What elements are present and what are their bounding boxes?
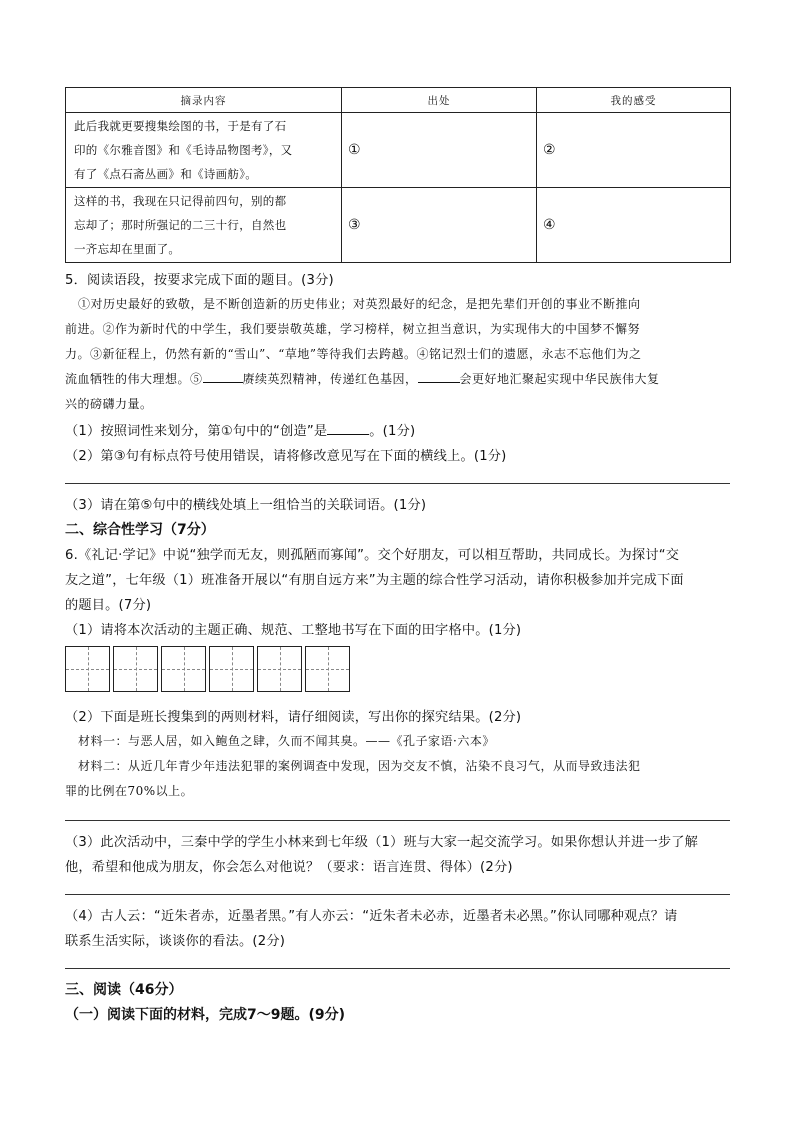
q6-line: 友之道”，七年级（1）班准备开展以“有朋自远方来”为主题的综合性学习活动，请你积极参加并完成下面 [65, 573, 684, 588]
q6-sub2: （2）下面是班长搜集到的两则材料，请仔细阅读，写出你的探究结果。(2分) [65, 710, 522, 725]
q5-sub1-blank[interactable] [327, 423, 369, 435]
q5-passage-line: 兴的磅礴力量。 [65, 397, 153, 411]
excerpt-line: 有了《点石斋丛画》和《诗画舫》。 [74, 167, 258, 181]
q5-passage-text: 流血牺牲的伟大理想。⑤ [65, 372, 203, 386]
table-header-row [66, 88, 731, 113]
q5-sub1-text: （1）按照词性来划分，第①句中的“创造”是 [65, 424, 328, 439]
answer-line[interactable] [65, 894, 730, 895]
q6-line: 的题目。(7分) [65, 598, 152, 613]
material-1: 材料一：与恶人居，如入鲍鱼之肆，久而不闻其臭。——《孔子家语·六本》 [78, 734, 495, 748]
tianzige-cell[interactable] [257, 646, 302, 692]
q5-sub2: （2）第③句有标点符号使用错误，请将修改意见写在下面的横线上。(1分) [65, 449, 507, 464]
answer-line[interactable] [65, 820, 730, 821]
source-answer-blank[interactable]: ① [342, 113, 537, 188]
excerpt-line: 一齐忘却在里面了。 [74, 242, 181, 256]
tianzige-grid [65, 646, 350, 692]
section3-title: 三、阅读（46分） [65, 982, 183, 998]
q6-sub1: （1）请将本次活动的主题正确、规范、工整地书写在下面的田字格中。(1分) [65, 623, 522, 638]
q5-passage-text: 会更好地汇聚起实现中华民族伟大复 [459, 372, 660, 386]
table-row [66, 188, 731, 263]
excerpt-line: 忘却了；那时所强记的二三十行，自然也 [74, 218, 287, 232]
tianzige-cell[interactable] [161, 646, 206, 692]
q5-sub1 [65, 420, 415, 439]
excerpt-table [65, 87, 731, 263]
header-excerpt: 摘录内容 [66, 88, 342, 113]
answer-line[interactable] [65, 968, 730, 969]
excerpt-line: 这样的书，我现在只记得前四句，别的都 [74, 194, 287, 208]
excerpt-line: 印的《尔雅音图》和《毛诗品物图考》，又 [74, 143, 293, 157]
q5-blank-1[interactable] [203, 371, 243, 383]
tianzige-cell[interactable] [209, 646, 254, 692]
q5-passage-line: ①对历史最好的致敬，是不断创造新的历史伟业；对英烈最好的纪念，是把先辈们开创的事业不断推向 [78, 297, 641, 311]
section3-subtitle: （一）阅读下面的材料，完成7～9题。(9分) [65, 1007, 346, 1023]
excerpt-cell [66, 188, 342, 263]
tianzige-cell[interactable] [65, 646, 110, 692]
answer-line[interactable] [65, 483, 730, 484]
q5-passage-line [65, 370, 660, 387]
q5-sub1-end: 。(1分) [369, 424, 416, 439]
q6-sub4-line: 联系生活实际，谈谈你的看法。(2分) [65, 934, 286, 949]
header-source: 出处 [342, 88, 537, 113]
excerpt-line: 此后我就更要搜集绘图的书，于是有了石 [74, 119, 287, 133]
q6-line: 6.《礼记·学记》中说“独学而无友，则孤陋而寡闻”。交个好朋友，可以相互帮助，共同成长。为探讨“交 [65, 548, 680, 563]
header-feeling: 我的感受 [537, 88, 731, 113]
q5-passage-line: 力。③新征程上，仍然有新的“雪山”、“草地”等待我们去跨越。④铭记烈士们的遗愿，永志不忘他们为之 [65, 347, 642, 361]
q5-passage-text: 赓续英烈精神，传递红色基因， [242, 372, 418, 386]
q5-title: 5．阅读语段，按要求完成下面的题目。(3分) [65, 273, 334, 288]
q5-passage-line: 前进。②作为新时代的中学生，我们要崇敬英雄，学习榜样，树立担当意识，为实现伟大的中国梦不懈努 [65, 322, 641, 336]
excerpt-cell [66, 113, 342, 188]
q6-sub3-line: （3）此次活动中，三秦中学的学生小林来到七年级（1）班与大家一起交流学习。如果你想认并进一步了解 [65, 835, 699, 850]
q6-sub3-line: 他，希望和他成为朋友，你会怎么对他说？（要求：语言连贯、得体）(2分) [65, 860, 513, 875]
q6-sub4-line: （4）古人云：“近朱者赤，近墨者黑。”有人亦云：“近朱者未必赤，近墨者未必黑。”你认同哪种观点？请 [65, 909, 678, 924]
tianzige-cell[interactable] [113, 646, 158, 692]
feeling-answer-blank[interactable]: ② [537, 113, 731, 188]
section2-title: 二、综合性学习（7分） [65, 522, 215, 538]
table-row [66, 113, 731, 188]
feeling-answer-blank[interactable]: ④ [537, 188, 731, 263]
material-2-line: 罪的比例在70%以上。 [65, 784, 194, 798]
material-2-line: 材料二：从近几年青少年违法犯罪的案例调查中发现，因为交友不慎，沾染不良习气，从而导致违法犯 [78, 759, 641, 773]
tianzige-cell[interactable] [305, 646, 350, 692]
q5-sub3: （3）请在第⑤句中的横线处填上一组恰当的关联词语。(1分) [65, 498, 427, 513]
source-answer-blank[interactable]: ③ [342, 188, 537, 263]
q5-blank-2[interactable] [418, 371, 460, 383]
